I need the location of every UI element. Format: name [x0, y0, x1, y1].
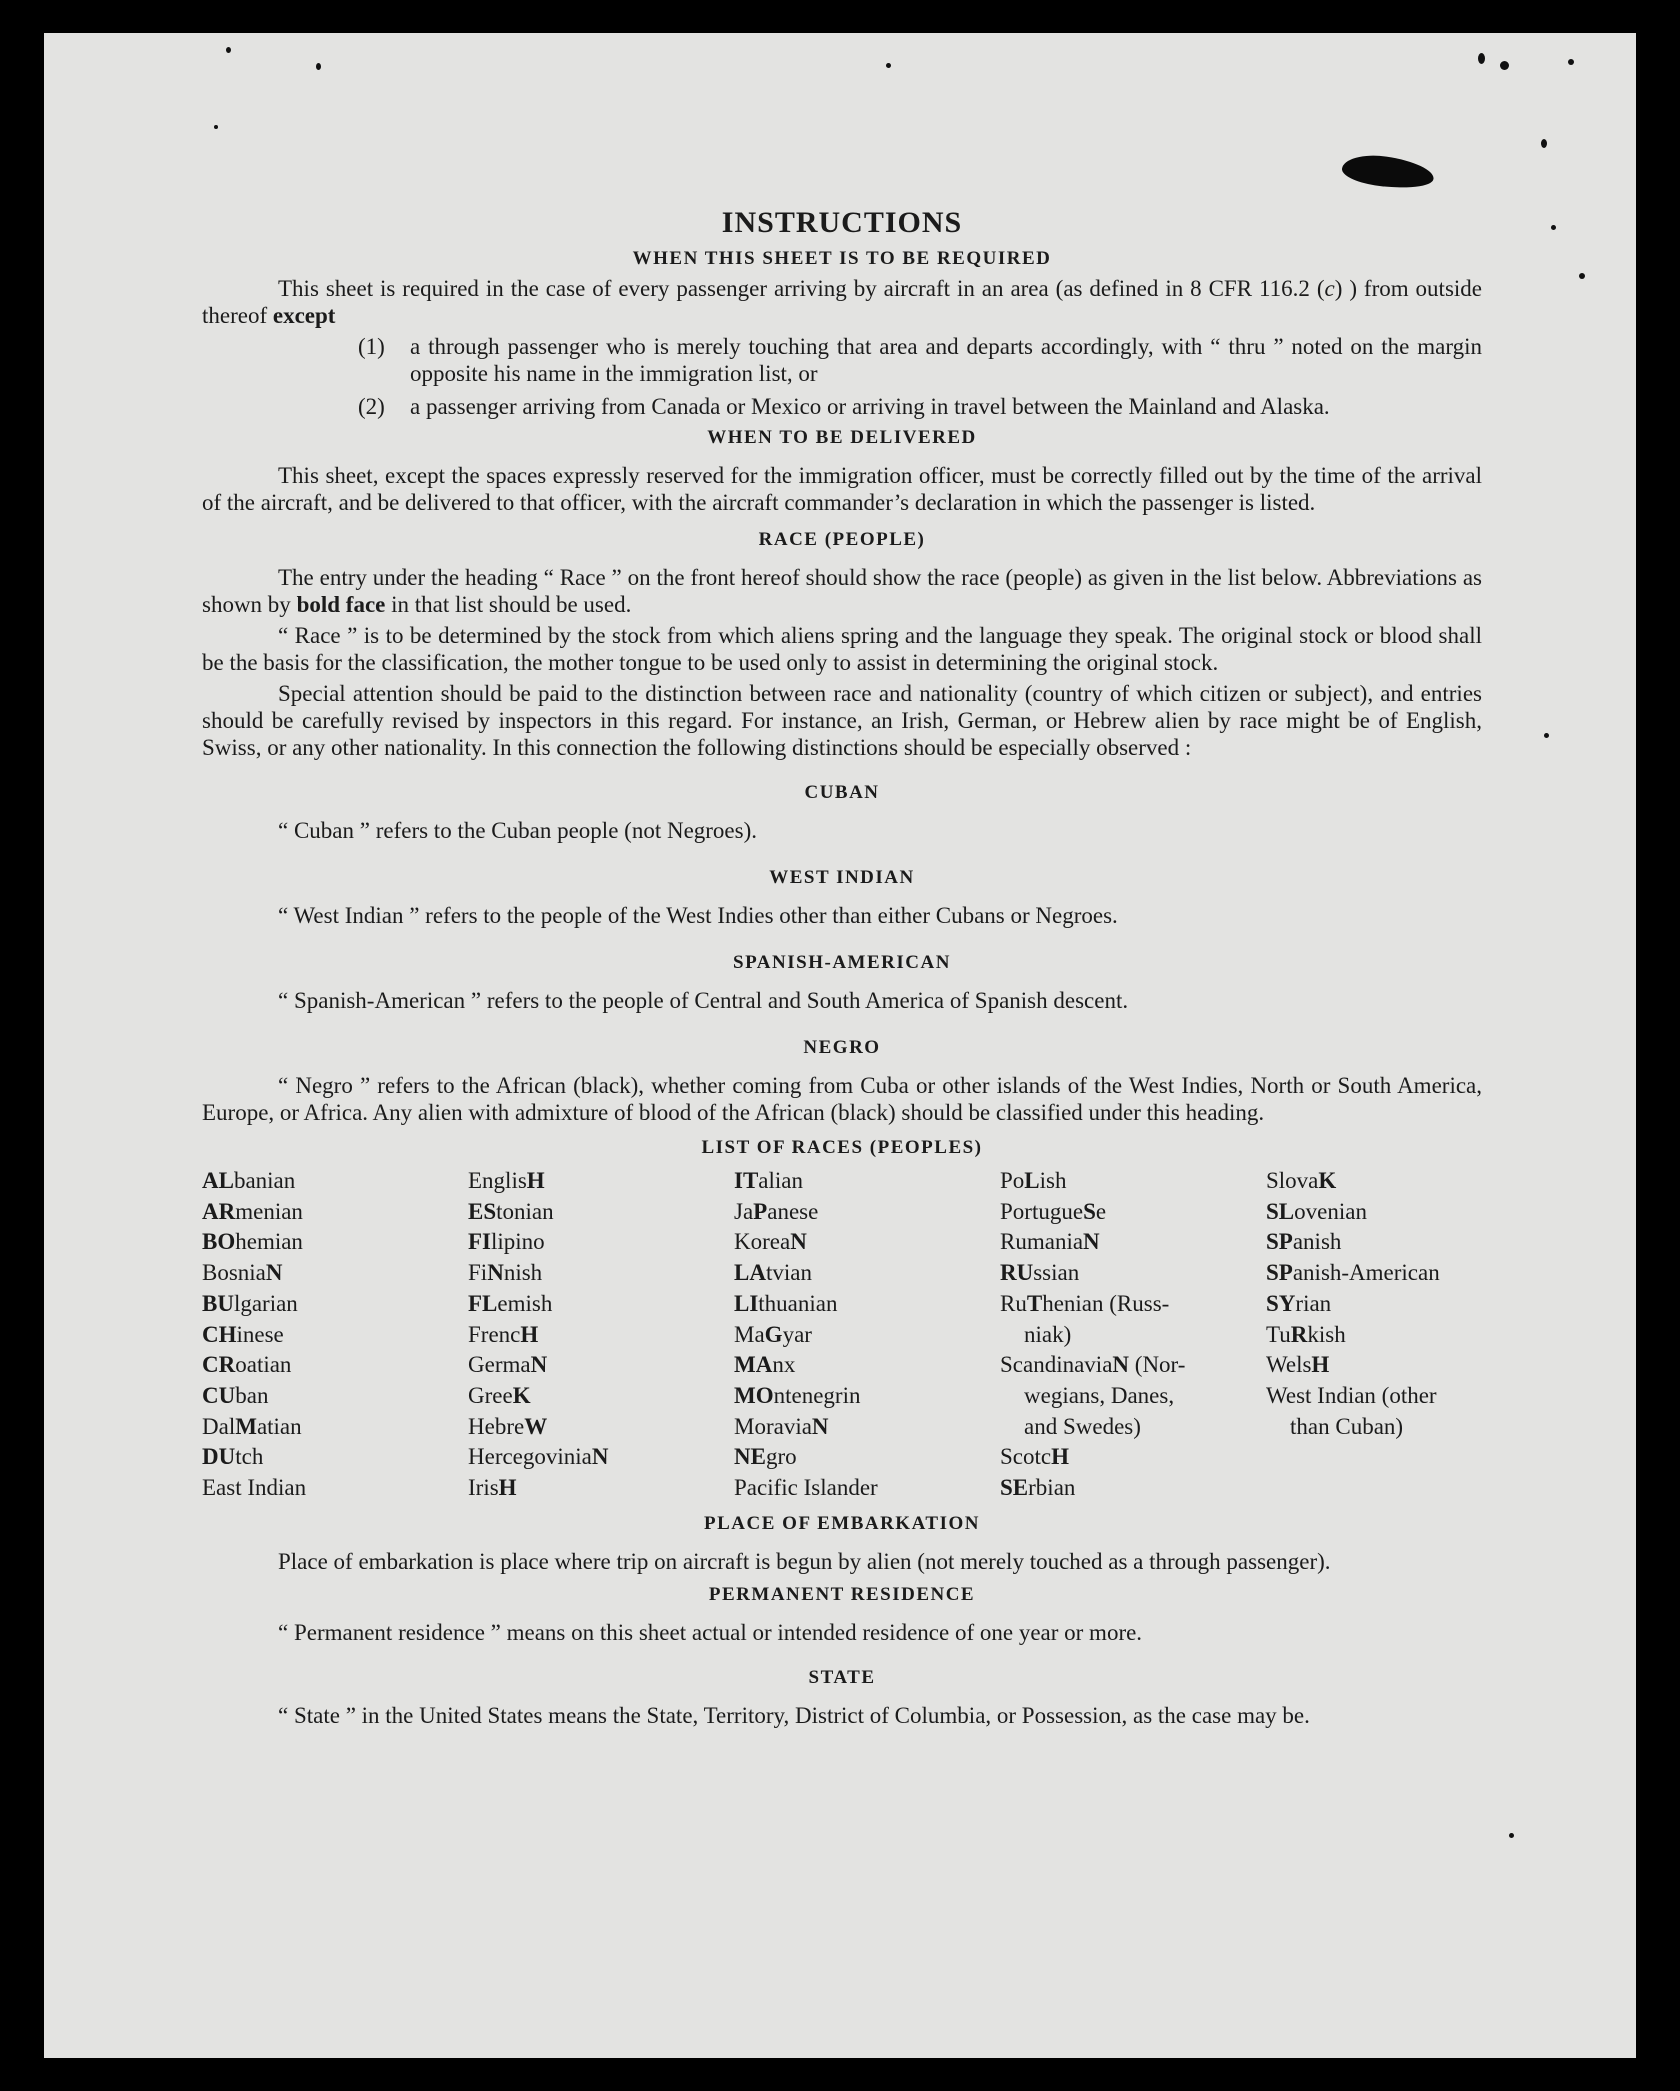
- speck: [1579, 273, 1585, 279]
- race-entry: [1266, 1289, 1496, 1320]
- race-entry: [468, 1227, 734, 1258]
- race-name-part: anese: [767, 1198, 819, 1224]
- race-entry: [202, 1258, 468, 1289]
- race-entry: [1266, 1197, 1496, 1228]
- race-name-part: Slova: [1266, 1168, 1319, 1193]
- race-name-part: Korea: [734, 1229, 791, 1255]
- heading-list-of-races: LIST OF RACES (PEOPLES): [701, 1137, 983, 1158]
- race-abbrev: H: [526, 1168, 545, 1193]
- race-entry: [734, 1412, 1000, 1443]
- race-entry: [202, 1412, 468, 1443]
- heading-when-delivered: WHEN TO BE DELIVERED: [707, 427, 977, 448]
- race-abbrev: SP: [1266, 1229, 1293, 1255]
- race-abbrev: LA: [734, 1260, 766, 1286]
- exception-number: (2): [358, 394, 385, 419]
- race-name-part: Bosnia: [202, 1260, 266, 1286]
- intro-text-b: ) ) from outside thereof: [202, 276, 1482, 328]
- race-abbrev: H: [1311, 1352, 1330, 1378]
- race-entry: [202, 1320, 468, 1351]
- race-name-part: Gree: [468, 1382, 513, 1408]
- race-abbrev: MA: [734, 1352, 773, 1378]
- race-entry: [1000, 1412, 1266, 1443]
- intro-except: except: [272, 303, 336, 328]
- speck: [1500, 61, 1509, 70]
- race-entry: [734, 1381, 1000, 1412]
- race-name-part: Rumania: [1000, 1229, 1084, 1255]
- race-entry: [1266, 1166, 1496, 1197]
- race-entry: [1266, 1381, 1496, 1412]
- race-name-part: Pacific Islander: [734, 1475, 878, 1501]
- race-abbrev: K: [512, 1382, 531, 1408]
- race-abbrev: CH: [202, 1321, 237, 1347]
- race-entry: [468, 1166, 734, 1197]
- race-paragraph-1: [202, 564, 1482, 618]
- race-abbrev: CR: [202, 1352, 236, 1378]
- race-name-part: ban: [235, 1382, 269, 1408]
- race-entry: [468, 1320, 734, 1351]
- race-name-part: alian: [758, 1168, 803, 1193]
- race-entry: [734, 1197, 1000, 1228]
- race-abbrev: W: [524, 1413, 548, 1439]
- west-indian-paragraph: “ West Indian ” refers to the people of the West Indies other than either Cubans or Negroes.: [278, 903, 1118, 928]
- speck: [316, 63, 321, 70]
- speck: [214, 125, 218, 129]
- race-entry: [468, 1289, 734, 1320]
- race-abbrev: M: [235, 1413, 257, 1439]
- race-entry: [468, 1412, 734, 1443]
- races-column: [468, 1166, 734, 1504]
- race-abbrev: BU: [202, 1290, 234, 1316]
- race-abbrev: H: [498, 1475, 517, 1501]
- delivered-paragraph: This sheet, except the spaces expressly reserved for the immigration officer, must be correctly filled out by the time of the arrival of the aircraft, and be delivered to that officer, with the aircraft commander’s declaration in which the passenger is listed.: [202, 463, 1482, 515]
- race-name-part: atian: [256, 1413, 302, 1439]
- negro-paragraph: “ Negro ” refers to the African (black), whether coming from Cuba or other islands of the West Indies, North or South America, Europe, or Africa. Any alien with admixture of blood of the African (black) should be classified under this heading.: [202, 1073, 1482, 1125]
- race-entry: [1000, 1320, 1266, 1351]
- race-entry: [202, 1473, 468, 1504]
- race-entry: [734, 1289, 1000, 1320]
- race-entry: [202, 1381, 468, 1412]
- exception-number: (1): [358, 334, 385, 359]
- race-name-part: Hebre: [468, 1413, 525, 1439]
- race-entry: [1000, 1381, 1266, 1412]
- race-name-part: anish: [1292, 1229, 1342, 1255]
- race-entry: [1266, 1350, 1496, 1381]
- race-abbrev: T: [1026, 1290, 1043, 1316]
- race-abbrev: N: [530, 1352, 548, 1378]
- race-entry: [202, 1166, 468, 1197]
- race-abbrev: R: [1290, 1321, 1308, 1347]
- race-abbrev: LI: [734, 1290, 759, 1316]
- race-abbrev: G: [764, 1321, 783, 1347]
- race-name-part: tonian: [496, 1198, 554, 1224]
- heading-state: STATE: [808, 1666, 876, 1688]
- race-name-part: Po: [1000, 1168, 1025, 1193]
- race-name-part: Scandinavia: [1000, 1352, 1113, 1378]
- heading-cuban: CUBAN: [804, 782, 880, 803]
- race-abbrev: ES: [468, 1198, 497, 1224]
- race-abbrev: N: [591, 1444, 609, 1470]
- race-name-part: ish: [1039, 1168, 1067, 1193]
- speck: [1478, 53, 1485, 64]
- race-name-part: ntenegrin: [773, 1382, 861, 1408]
- race-entry: [734, 1227, 1000, 1258]
- race-entry: [468, 1381, 734, 1412]
- exception-item: [358, 333, 1482, 387]
- races-column: [1000, 1166, 1266, 1504]
- speck: [1544, 733, 1549, 738]
- race-name-part: ovenian: [1294, 1198, 1367, 1224]
- race-name-part: nx: [772, 1352, 796, 1378]
- cuban-paragraph: “ Cuban ” refers to the Cuban people (not Negroes).: [278, 818, 758, 843]
- race-abbrev: AL: [202, 1168, 234, 1193]
- race-abbrev: N: [1112, 1352, 1130, 1378]
- race-name-part: (Nor-: [1129, 1352, 1186, 1378]
- race-name-part: inese: [236, 1321, 284, 1347]
- race-paragraph-3: Special attention should be paid to the distinction between race and nationality (country of which citizen or subject), and entries should be carefully revised by inspectors in this regard. For instance, an Irish, German, or Hebrew alien by race might be of English, Swiss, or any other nationality. In this connection the following distinctions should be especially observed :: [202, 681, 1482, 760]
- race-entry: [734, 1320, 1000, 1351]
- race-paragraph-2: “ Race ” is to be determined by the stock from which aliens spring and the language they speak. The original stock or blood shall be the basis for the classification, the mother tongue to be used only to assist in determining the original stock.: [202, 623, 1482, 675]
- race-entry: [734, 1258, 1000, 1289]
- race-entry: [1266, 1442, 1496, 1473]
- race-abbrev: N: [811, 1413, 829, 1439]
- race-name-part: rian: [1295, 1290, 1332, 1316]
- race-entry: [468, 1442, 734, 1473]
- race-name-part: oatian: [235, 1352, 292, 1378]
- instructions-content: [202, 171, 1482, 1729]
- race-name-part: banian: [233, 1168, 296, 1193]
- race-entry: [1266, 1227, 1496, 1258]
- heading-embarkation: PLACE OF EMBARKATION: [704, 1512, 980, 1534]
- race-abbrev: CU: [202, 1382, 236, 1408]
- race-name-part: tch: [235, 1444, 264, 1470]
- race-name-part: thuanian: [758, 1290, 838, 1316]
- race-name-part: East Indian: [202, 1475, 307, 1501]
- race-name-part: than Cuban): [1290, 1413, 1404, 1439]
- race-entry: [468, 1350, 734, 1381]
- race-entry: [202, 1442, 468, 1473]
- speck: [886, 63, 891, 68]
- race-abbrev: N: [265, 1260, 283, 1286]
- race-name-part: and Swedes): [1024, 1413, 1141, 1439]
- speck: [1568, 59, 1574, 65]
- heading-permanent-residence: PERMANENT RESIDENCE: [708, 1583, 976, 1605]
- race-abbrev: NE: [734, 1444, 766, 1470]
- intro-text-a: This sheet is required in the case of every passenger arriving by aircraft in an area (as defined in 8 CFR 116.2 (: [278, 276, 1325, 301]
- race-entry: [1266, 1473, 1496, 1504]
- race-name-part: anish-American: [1292, 1260, 1440, 1286]
- race-entry: [202, 1289, 468, 1320]
- race-entry: [1000, 1442, 1266, 1473]
- race-abbrev: S: [1083, 1198, 1096, 1224]
- race-text-b: in that list should be used.: [385, 592, 632, 617]
- race-abbrev: K: [1318, 1168, 1337, 1193]
- race-entry: [734, 1166, 1000, 1197]
- race-abbrev: P: [753, 1198, 768, 1224]
- speck: [226, 47, 231, 53]
- race-name-part: Moravia: [734, 1413, 812, 1439]
- race-name-part: wegians, Danes,: [1024, 1382, 1175, 1408]
- races-list: [202, 1166, 1482, 1504]
- spanish-american-paragraph: “ Spanish-American ” refers to the people of Central and South America of Spanish descent.: [278, 988, 1129, 1013]
- race-entry: [202, 1197, 468, 1228]
- race-name-part: Scotc: [1000, 1444, 1052, 1470]
- race-name-part: Iris: [468, 1475, 499, 1501]
- race-abbrev: H: [520, 1321, 539, 1347]
- race-abbrev: MO: [734, 1382, 774, 1408]
- speck: [1551, 225, 1556, 230]
- race-name-part: tvian: [765, 1260, 812, 1286]
- race-name-part: Wels: [1266, 1352, 1312, 1378]
- race-abbrev: H: [1051, 1444, 1069, 1470]
- race-name-part: Ma: [734, 1321, 765, 1347]
- race-abbrev: BO: [202, 1229, 236, 1255]
- heading-spanish-american: SPANISH-AMERICAN: [733, 952, 951, 973]
- embarkation-paragraph: Place of embarkation is place where trip on aircraft is begun by alien (not merely touched as a through passenger).: [278, 1548, 1331, 1574]
- intro-text-c: c: [1324, 276, 1335, 301]
- race-text-a: The entry under the heading “ Race ” on the front hereof should show the race (people) as given in the list below. Abbreviations as shown by: [202, 565, 1482, 617]
- race-abbrev: N: [790, 1229, 807, 1255]
- race-entry: [734, 1442, 1000, 1473]
- residence-paragraph: “ Permanent residence ” means on this sheet actual or intended residence of one year or more.: [278, 1619, 1143, 1645]
- race-name-part: menian: [235, 1198, 303, 1224]
- race-name-part: hemian: [235, 1229, 303, 1255]
- race-name-part: Tu: [1266, 1321, 1291, 1347]
- race-abbrev: SL: [1266, 1198, 1295, 1224]
- race-name-part: Frenc: [468, 1321, 521, 1347]
- races-column: [202, 1166, 468, 1504]
- page-title: INSTRUCTIONS: [721, 206, 963, 239]
- race-abbrev: N: [1083, 1229, 1100, 1255]
- race-entry: [734, 1350, 1000, 1381]
- race-name-part: rbian: [1028, 1475, 1076, 1501]
- race-name-part: e: [1095, 1198, 1107, 1224]
- race-entry: [1000, 1473, 1266, 1504]
- race-name-part: lgarian: [233, 1290, 298, 1316]
- state-paragraph: “ State ” in the United States means the State, Territory, District of Columbia, or Possession, as the case may be.: [278, 1702, 1310, 1728]
- race-abbrev: FL: [468, 1290, 498, 1316]
- race-abbrev: AR: [202, 1198, 236, 1224]
- race-abbrev: N: [487, 1260, 504, 1286]
- race-name-part: kish: [1307, 1321, 1346, 1347]
- race-abbrev: RU: [1000, 1260, 1034, 1286]
- race-entry: [1266, 1320, 1496, 1351]
- race-name-part: Dal: [202, 1413, 236, 1439]
- race-name-part: Portugue: [1000, 1198, 1084, 1224]
- race-entry: [1000, 1197, 1266, 1228]
- race-name-part: West Indian (other: [1266, 1382, 1437, 1408]
- race-entry: [1000, 1350, 1266, 1381]
- race-abbrev: SP: [1266, 1260, 1293, 1286]
- races-column: [734, 1166, 1000, 1504]
- race-abbrev: SY: [1266, 1290, 1296, 1316]
- race-name-part: Hercegovinia: [468, 1444, 592, 1470]
- race-name-part: Ru: [1000, 1290, 1027, 1316]
- race-entry: [202, 1227, 468, 1258]
- race-name-part: nish: [503, 1260, 543, 1286]
- race-abbrev: SE: [1000, 1475, 1029, 1501]
- race-entry: [468, 1197, 734, 1228]
- race-name-part: niak): [1024, 1321, 1072, 1347]
- race-name-part: lipino: [491, 1229, 545, 1255]
- race-name-part: yar: [782, 1321, 812, 1347]
- race-entry: [1000, 1289, 1266, 1320]
- heading-negro: NEGRO: [803, 1037, 881, 1058]
- race-abbrev: DU: [202, 1444, 236, 1470]
- document-sheet: [44, 33, 1636, 2058]
- race-name-part: Englis: [468, 1168, 527, 1193]
- race-name-part: ssian: [1033, 1260, 1080, 1286]
- exception-text: a through passenger who is merely touching that area and departs accordingly, with “ thru ” noted on the margin opposite his name in the immigration list, or: [410, 334, 1482, 386]
- race-name-part: Fi: [468, 1260, 488, 1286]
- race-entry: [468, 1473, 734, 1504]
- races-column: [1266, 1166, 1496, 1504]
- race-bold-face: bold face: [296, 592, 386, 617]
- race-name-part: emish: [497, 1290, 553, 1316]
- heading-race: RACE (PEOPLE): [758, 529, 926, 550]
- intro-paragraph: [202, 275, 1482, 329]
- race-entry: [1266, 1412, 1496, 1443]
- race-abbrev: IT: [734, 1168, 759, 1193]
- speck: [1509, 1833, 1514, 1838]
- race-abbrev: L: [1024, 1168, 1040, 1193]
- heading-when-required: WHEN THIS SHEET IS TO BE REQUIRED: [632, 248, 1052, 269]
- race-name-part: henian (Russ-: [1042, 1290, 1170, 1316]
- race-entry: [1000, 1166, 1266, 1197]
- race-name-part: gro: [765, 1444, 797, 1470]
- race-name-part: Ja: [734, 1198, 754, 1224]
- speck: [1541, 139, 1547, 148]
- race-entry: [1000, 1227, 1266, 1258]
- race-name-part: Germa: [468, 1352, 531, 1378]
- race-entry: [1000, 1258, 1266, 1289]
- race-entry: [734, 1473, 1000, 1504]
- race-entry: [202, 1350, 468, 1381]
- race-entry: [468, 1258, 734, 1289]
- heading-west-indian: WEST INDIAN: [769, 867, 915, 888]
- race-abbrev: FI: [468, 1229, 491, 1255]
- exception-item: [358, 393, 1482, 420]
- race-entry: [1266, 1258, 1496, 1289]
- exception-text: a passenger arriving from Canada or Mexico or arriving in travel between the Mainland and Alaska.: [410, 394, 1330, 419]
